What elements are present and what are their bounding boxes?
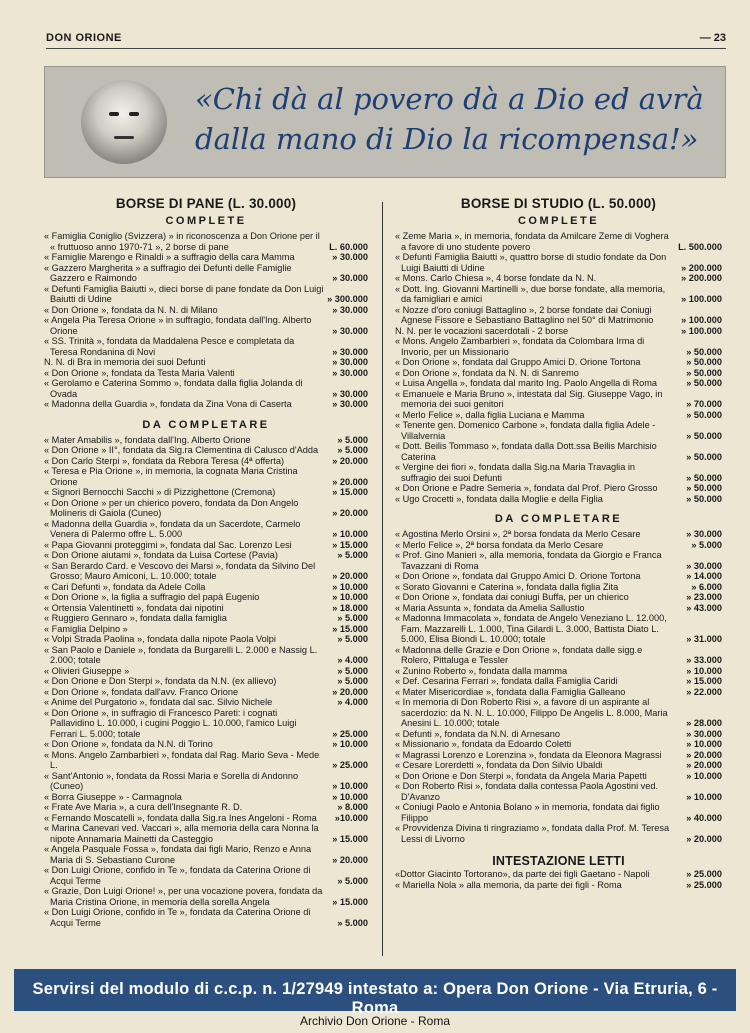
entry-text: « Cari Defunti », fondata da Adele Colla [44, 581, 206, 592]
donation-entry [395, 697, 722, 729]
entry-list [44, 231, 368, 410]
donation-entry [395, 687, 722, 698]
entry-amount: » 25.000 [686, 879, 722, 890]
donation-entry [395, 771, 722, 782]
entry-amount: » 50.000 [686, 483, 722, 493]
donation-entry [44, 466, 368, 487]
donation-entry [395, 231, 722, 252]
donation-entry [395, 802, 722, 823]
entry-text: « Don Orione », fondata da N. N. di Sanremo [395, 367, 579, 378]
entry-amount: » 50.000 [686, 346, 722, 357]
donation-entry [395, 410, 722, 421]
entry-amount: » 300.000 [327, 294, 368, 304]
entry-text: « Emanuele e Maria Bruno », intestata dal Sig. Giuseppe Vago, in memoria dei suoi genitori [395, 388, 663, 409]
donation-entry [395, 252, 722, 273]
donation-entry [44, 305, 368, 316]
donation-entry [395, 645, 722, 666]
entry-amount: » 50.000 [686, 378, 722, 388]
entry-text: « Nozze d'oro coniugi Battaglino », 2 borse fondate dai Coniugi Agnese Fissore e Sebastiano Battaglino nel 50° di Matrimonio [395, 304, 654, 325]
entry-amount: » 22.000 [686, 686, 722, 697]
entry-text: « Famiglie Marengo e Rinaldi » a suffragio della cara Mamma [44, 252, 295, 262]
entry-amount: » 20.000 [332, 508, 368, 518]
entry-amount: » 100.000 [681, 315, 722, 325]
entry-text: « Mons. Angelo Zambarbieri », fondata da Colombara Irma di Invorio, per un Missionario [395, 336, 645, 357]
donation-entry [395, 823, 722, 844]
donation-entry [44, 561, 368, 582]
entry-text: « Zeme Maria », in memoria, fondata da Amilcare Zeme di Voghera a favore di uno studente povero [395, 231, 669, 252]
entry-text: « Defunti », fondata da N.N. di Arnesano [395, 728, 560, 739]
entry-text: « Provvidenza Divina ti ringraziamo », fondata dalla Prof. M. Teresa Lessi di Livorno [395, 823, 670, 844]
entry-amount: » 30.000 [332, 325, 368, 336]
entry-text: « Madonna Immacolata », fondata de Angelo Veneziano L. 12.000, Fam. Mazzarelli L. 1.000, Tina Gilardi L. 3.000, Battista Diato L. 5.000, Elisa Biondi L. 10.000; totale [395, 613, 667, 644]
donation-entry [44, 739, 368, 750]
entry-amount: » 30.000 [332, 304, 368, 315]
donation-entry [44, 844, 368, 865]
entry-amount: » 50.000 [686, 451, 722, 462]
donation-entry [44, 445, 368, 456]
donation-entry [395, 676, 722, 687]
entry-amount: » 50.000 [686, 409, 722, 420]
entry-text: «Dottor Giacinto Tortorano», da parte dei figli Gaetano - Napoli [395, 869, 650, 879]
entry-text: « Mater Misericordiae », fondata dalla Famiglia Galleano [395, 686, 626, 697]
entry-amount: » 28.000 [686, 718, 722, 728]
entry-text: « San Paolo e Daniele », fondata da Burgarelli L. 2.000 e Nassig L. 2.000; totale [44, 644, 318, 665]
entry-text: « Don Orione e Don Sterpi », fondata da N.N. (ex allievo) [44, 676, 277, 686]
donation-entry [395, 540, 722, 551]
entry-text: « San Berardo Card. e Vescovo dei Marsi », fondata da Silvino Del Grosso; Mauro Amiconi, L. 10.000; totale [44, 560, 316, 581]
entry-amount: » 200.000 [681, 273, 722, 283]
entry-text: « Don Orione e Padre Semeria », fondata dal Prof. Piero Grosso [395, 483, 658, 493]
donation-entry [44, 540, 368, 551]
entry-amount: » 30.000 [332, 252, 368, 262]
entry-amount: » 50.000 [686, 357, 722, 367]
footer-text: Servirsi del modulo di c.c.p. n. 1/27949 intestato a: Opera Don Orione - Via Etruria, 6 - Roma [32, 980, 718, 1017]
donation-entry [44, 284, 368, 305]
donation-entry [395, 494, 722, 505]
entry-text: « Vergine dei fiori », fondata dalla Sig.na Maria Travaglia in suffragio dei suoi Defunti [395, 462, 636, 483]
entry-amount: » 5.000 [337, 445, 368, 455]
entry-text: « Don Orione » per un chierico povero, fondata da Don Angelo Molineris di Gaiola (Cuneo) [44, 497, 299, 518]
donation-entry [44, 357, 368, 368]
donation-entry [395, 739, 722, 750]
entry-text: « Madonna della Guardia », fondata da un Sacerdote, Carmelo Venera di Palermo offre L. 5.000 [44, 518, 301, 539]
donation-entry [395, 483, 722, 494]
entry-text: « Don Orione », fondata dall'avv. Franco Orione [44, 686, 239, 697]
entry-amount: » 10.000 [332, 791, 368, 802]
entry-text: « SS. Trinità », fondata da Maddalena Pesce e completata da Teresa Rondanina di Novi [44, 336, 295, 357]
entry-text: « Don Orione », fondata dal Gruppo Amici D. Orione Tortona [395, 571, 641, 581]
donation-entry [44, 823, 368, 844]
entry-text: « Volpi Strada Paolina », fondata dalla nipote Paola Volpi [44, 634, 276, 644]
entry-text: « Defunti Famiglia Baiutti », dieci borse di pane fondate da Don Luigi Baiutti di Udine [44, 283, 324, 304]
entry-amount: » 5.000 [337, 676, 368, 686]
donation-entry [44, 456, 368, 467]
donation-entry [395, 880, 722, 891]
donation-entry [395, 389, 722, 410]
entry-amount: » 15.000 [332, 539, 368, 550]
entry-amount: » 33.000 [686, 655, 722, 665]
intestazione-letti-title: INTESTAZIONE LETTI [492, 854, 625, 868]
donation-entry [44, 519, 368, 540]
entry-amount: » 50.000 [686, 493, 722, 504]
entry-amount: » 30.000 [686, 529, 722, 539]
entry-text: « Don Roberto Risi », fondata dalla contessa Paola Agostini ved. D'Avanzo [395, 781, 659, 802]
entry-amount: » 30.000 [332, 399, 368, 409]
quote-banner [44, 66, 726, 178]
donation-entry [395, 305, 722, 326]
quote-line-1: «Chi dà al povero dà a Dio ed avrà [195, 82, 704, 116]
entry-text: N. N. di Bra in memoria dei suoi Defunti [44, 357, 206, 367]
entry-text: « Marina Canevari ved. Vaccari », alla memoria della cara Nonna la nipote Annamaria Mainetti da Casteggio [44, 823, 319, 844]
entry-amount: » 14.000 [686, 571, 722, 581]
donation-entry [395, 613, 722, 645]
donation-entry [395, 750, 722, 761]
entry-amount: » 20.000 [686, 749, 722, 760]
entry-text: « Borra Giuseppe » - Carmagnola [44, 791, 182, 802]
donation-entry [44, 603, 368, 614]
donation-entry [44, 865, 368, 886]
donation-entry [395, 729, 722, 740]
entry-amount: L. 500.000 [678, 241, 722, 252]
donation-entry [44, 634, 368, 645]
column-divider [382, 202, 383, 956]
entry-amount: » 6.000 [691, 581, 722, 592]
entry-amount: » 18.000 [332, 602, 368, 613]
entry-amount: » 30.000 [332, 357, 368, 367]
quote-line-2: dalla mano di Dio la ricompensa!» [195, 122, 699, 156]
donation-entry [395, 368, 722, 379]
entry-text: « Famiglia Coniglio (Svizzera) » in riconoscenza a Don Orione per il « fruttuoso anno 1970-71 », 2 borse di pane [44, 231, 320, 252]
donation-entry [44, 771, 368, 792]
donation-entry [44, 252, 368, 263]
entry-text: « Agostina Merlo Orsini », 2ª borsa fondata da Merlo Cesare [395, 529, 641, 539]
entry-text: « Don Orione », la figlia a suffragio del papà Eugenio [44, 592, 260, 602]
entry-text: « Prof. Gino Manieri », alla memoria, fondata da Giorgio e Franca Tavazzani di Roma [395, 550, 662, 571]
donation-entry [44, 792, 368, 803]
entry-text: « Don Orione », fondata da N. N. di Milano [44, 304, 218, 315]
donation-entry [44, 435, 368, 446]
entry-text: « Gerolamo e Caterina Sommo », fondata dalla figlia Jolanda di Ovada [44, 378, 303, 399]
entry-text: « Dott. Ing. Giovanni Martinelli », due borse fondate, alla memoria, da famigliari e amici [395, 283, 666, 304]
portrait-eye-left [109, 112, 119, 116]
entry-text: « Signori Bernocchi Sacchi » di Pizzighettone (Cremona) [44, 487, 276, 497]
entry-text: « Def. Cesarina Ferrari », fondata dalla Famiglia Caridi [395, 676, 618, 686]
donation-entry [44, 498, 368, 519]
entry-amount: » 5.000 [337, 434, 368, 445]
entry-text: « Defunti Famiglia Baiutti », quattro borse di studio fondate da Don Luigi Baiutti di Udine [395, 252, 667, 273]
entry-amount: » 25.000 [686, 869, 722, 879]
entry-text: « Don Luigi Orione, confido in Te », fondata da Caterina Orione di Acqui Terme [44, 865, 311, 886]
entry-text: « Tenente gen. Domenico Carbone », fondata dalla figlia Adele - Villalvernia [395, 420, 656, 441]
entry-amount: » 15.000 [686, 676, 722, 686]
entry-list [395, 529, 722, 844]
page-header [46, 30, 726, 49]
entry-text: « Merlo Felice », dalla figlia Luciana e Mamma [395, 409, 585, 420]
donation-entry [44, 697, 368, 708]
entry-text: « Fernando Moscatelli », fondata dalla Sig.ra Ines Angeloni - Roma [44, 812, 317, 823]
entry-text: « Sant'Antonio », fondata da Rossi Maria e Sorella di Andonno (Cuneo) [44, 770, 299, 791]
donation-entry [44, 886, 368, 907]
donation-entry [44, 378, 368, 399]
entry-amount: » 10.000 [332, 529, 368, 539]
donation-entry [44, 907, 368, 928]
entry-text: « Grazie, Don Luigi Orione! », per una vocazione povera, fondata da Maria Cristina Orione, in memoria della sorella Angela [44, 886, 323, 907]
donation-entry [44, 399, 368, 410]
entry-text: N. N. per le vocazioni sacerdotali - 2 borse [395, 325, 569, 336]
entry-text: « Sorato Giovanni e Caterina », fondata dalla figlia Zita [395, 581, 619, 592]
donation-entry [395, 326, 722, 337]
donation-entry [395, 284, 722, 305]
entry-amount: » 100.000 [681, 294, 722, 304]
entry-amount: » 30.000 [686, 560, 722, 571]
donation-entry [395, 603, 722, 614]
donation-entry [44, 666, 368, 677]
donation-entry [44, 263, 368, 284]
section-heading: DA COMPLETARE [494, 513, 623, 525]
intestazione-letti-list [395, 869, 722, 890]
entry-text: « Maria Assunta », fondata da Amelia Sallustio [395, 602, 585, 613]
entry-amount: » 20.000 [332, 476, 368, 487]
entry-text: « Don Luigi Orione, confido in Te », fondata da Caterina Orione di Acqui Terme [44, 907, 311, 928]
entry-text: « Angela Pasquale Fossa », fondata dai figli Mario, Renzo e Anna Maria di S. Sebastiano Curone [44, 844, 312, 865]
donation-entry [44, 687, 368, 698]
entry-text: « Don Carlo Sterpi », fondata da Rebora Teresa (4ª offerta) [44, 455, 285, 466]
donation-entry [44, 315, 368, 336]
entry-amount: L. 60.000 [329, 241, 368, 252]
entry-amount: » 10.000 [686, 739, 722, 749]
entry-text: « Magrassi Lorenzo e Lorenzina », fondata da Eleonora Magrassi [395, 749, 662, 760]
entry-amount: » 43.000 [686, 602, 722, 613]
section-heading: DA COMPLETARE [142, 418, 270, 431]
donation-entry [44, 336, 368, 357]
entry-amount: » 50.000 [686, 367, 722, 378]
entry-amount: » 70.000 [686, 399, 722, 409]
entry-amount: » 5.000 [337, 613, 368, 623]
entry-amount: » 100.000 [681, 325, 722, 336]
borse-di-studio-column [395, 196, 722, 890]
entry-amount: » 4.000 [337, 655, 368, 665]
entry-amount: »10.000 [334, 812, 368, 823]
entry-text: « Dott. Beilis Tommaso », fondata dalla Dott.ssa Beilis Marchisio Caterina [395, 441, 657, 462]
entry-text: « Don Orione », in suffragio di Francesco Pareti: i cognati Pallavidino L. 10.000, i cugini Poggio L. 10.000, l'amico Luigi Ferrari L. 5.000; totale [44, 707, 297, 739]
entry-amount: » 10.000 [686, 665, 722, 676]
donation-entry [44, 708, 368, 740]
donation-entry [395, 336, 722, 357]
entry-text: « Don Orione » II°, fondata da Sig.ra Clementina di Calusco d'Adda [44, 445, 319, 455]
entry-text: « Olivieri Giuseppe » [44, 665, 130, 676]
entry-text: « Mater Amabilis », fondata dall'Ing. Alberto Orione [44, 434, 251, 445]
entry-text: « Mariella Nola » alla memoria, da parte dei figli - Roma [395, 879, 622, 890]
entry-amount: » 20.000 [332, 686, 368, 697]
entry-amount: » 30.000 [332, 273, 368, 283]
entry-text: « Ugo Crocetti », fondata dalla Moglie e della Figlia [395, 493, 603, 504]
entry-amount: » 30.000 [332, 388, 368, 399]
entry-amount: » 20.000 [332, 455, 368, 466]
entry-amount: » 20.000 [686, 760, 722, 770]
borse-di-pane-title: BORSE DI PANE (L. 30.000) [115, 196, 297, 211]
donation-entry [44, 802, 368, 813]
entry-amount: » 10.000 [332, 592, 368, 602]
entry-text: « Ruggiero Gennaro », fondata dalla famiglia [44, 613, 227, 623]
donation-entry [44, 624, 368, 635]
donation-entry [44, 613, 368, 624]
entry-text: « Cesare Lorerdetti », fondata da Don Silvio Ubaldi [395, 760, 603, 770]
entry-amount: » 50.000 [686, 430, 722, 441]
donation-entry [395, 582, 722, 593]
entry-amount: » 10.000 [332, 581, 368, 592]
entry-amount: » 25.000 [332, 760, 368, 770]
donation-entry [44, 231, 368, 252]
magazine-name: DON ORIONE [46, 32, 122, 44]
entry-text: « Don Orione e Don Sterpi », fondata da Angela Maria Papetti [395, 770, 647, 781]
entry-amount: » 30.000 [332, 367, 368, 378]
entry-text: « Madonna delle Grazie e Don Orione », fondata dalle sigg.e Rolero, Pittaluga e Tessler [395, 644, 643, 665]
borse-di-studio-sections [395, 214, 722, 844]
portrait-eye-right [129, 112, 139, 116]
donation-entry [395, 571, 722, 582]
entry-amount: » 20.000 [686, 833, 722, 844]
entry-amount: » 40.000 [686, 812, 722, 823]
entry-amount: » 50.000 [686, 472, 722, 483]
entry-text: « Mons. Carlo Chiesa », 4 borse fondate da N. N. [395, 273, 597, 283]
entry-amount: » 15.000 [332, 833, 368, 844]
section-heading: COMPLETE [517, 215, 600, 227]
donation-entry [395, 529, 722, 540]
donation-entry [44, 550, 368, 561]
entry-amount: » 20.000 [332, 571, 368, 581]
entry-amount: » 5.000 [337, 634, 368, 644]
entry-amount: » 20.000 [332, 854, 368, 865]
donation-entry [395, 420, 722, 441]
entry-amount: » 200.000 [681, 262, 722, 273]
borse-di-studio-title: BORSE DI STUDIO (L. 50.000) [460, 196, 657, 211]
entry-text: « Don Orione », fondata da N.N. di Torino [44, 739, 213, 749]
archive-label: Archivio Don Orione - Roma [299, 1014, 451, 1028]
entry-amount: » 30.000 [332, 346, 368, 357]
entry-amount: » 10.000 [332, 781, 368, 791]
entry-amount: » 10.000 [332, 739, 368, 749]
entry-amount: » 4.000 [337, 697, 368, 707]
entry-amount: » 15.000 [332, 896, 368, 907]
donation-entry [395, 666, 722, 677]
entry-amount: » 23.000 [686, 592, 722, 602]
donation-entry [395, 378, 722, 389]
entry-amount: » 31.000 [686, 634, 722, 644]
entry-text: « Madonna della Guardia », fondata da Zina Vona di Caserta [44, 399, 292, 409]
entry-amount: » 5.000 [337, 875, 368, 886]
entry-text: « Ortensia Valentinetti », fondata dai nipotini [44, 602, 224, 613]
donation-entry [44, 487, 368, 498]
donation-entry [395, 462, 722, 483]
entry-text: « In memoria di Don Roberto Risi », a favore di un aspirante al sacerdozio: da N. N. L. 10.000, Filippo De Angelis L. 8.000, Maria Anesini L. 10.000; totale [395, 697, 668, 728]
entry-amount: » 5.000 [337, 917, 368, 928]
entry-text: « Don Orione », fondata da Testa Maria Valenti [44, 367, 235, 378]
entry-list [395, 231, 722, 504]
entry-amount: » 5.000 [337, 665, 368, 676]
entry-text: « Gazzero Margherita » a suffragio dei Defunti delle Famiglie Gazzero e Raimondo [44, 262, 292, 283]
priest-portrait [81, 80, 167, 164]
donation-entry [395, 760, 722, 771]
entry-amount: » 30.000 [686, 728, 722, 739]
donation-entry [395, 550, 722, 571]
entry-amount: » 10.000 [686, 791, 722, 802]
entry-amount: » 10.000 [686, 770, 722, 781]
entry-text: « Coniugi Paolo e Antonia Bolano » in memoria, fondata dai figlio Filippo [395, 802, 660, 823]
entry-text: « Mons. Angelo Zambarbieri », fondata dal Rag. Mario Seva - Mede L. [44, 749, 320, 770]
donation-entry [44, 645, 368, 666]
entry-amount: » 25.000 [332, 728, 368, 739]
donation-entry [44, 676, 368, 687]
borse-di-pane-column [44, 196, 368, 928]
donation-entry [395, 441, 722, 462]
portrait-mouth [114, 136, 134, 139]
entry-text: « Don Orione », fondata dai coniugi Buffa, per un chierico [395, 592, 629, 602]
donation-entry [44, 368, 368, 379]
donation-entry [395, 357, 722, 368]
borse-di-pane-sections [44, 214, 368, 928]
entry-text: « Famiglia Delpino » [44, 623, 128, 634]
donation-entry [44, 750, 368, 771]
entry-text: « Zunino Roberto », fondata dalla mamma [395, 665, 568, 676]
entry-text: « Angela Pia Teresa Orione » in suffragio, fondata dall'Ing. Alberto Orione [44, 315, 312, 336]
quote-text [195, 79, 715, 159]
entry-text: « Merlo Felice », 2ª borsa fondata da Merlo Cesare [395, 539, 604, 550]
entry-text: « Anime del Purgatorio », fondata dal sac. Silvio Nichele [44, 697, 273, 707]
entry-amount: » 15.000 [332, 487, 368, 497]
entry-text: « Luisa Angella », fondata dal marito Ing. Paolo Angella di Roma [395, 378, 658, 388]
donation-entry [44, 582, 368, 593]
entry-amount: » 5.000 [691, 539, 722, 550]
page-number: — 23 [699, 32, 726, 44]
donation-entry [395, 592, 722, 603]
donation-entry [44, 813, 368, 824]
entry-text: « Teresa e Pia Orione », in memoria, la cognata Maria Cristina Orione [44, 466, 298, 487]
donation-entry [44, 592, 368, 603]
entry-amount: » 15.000 [332, 623, 368, 634]
entry-text: « Missionario », fondata da Edoardo Coletti [395, 739, 572, 749]
payment-footer [14, 969, 736, 1017]
section-heading: COMPLETE [165, 215, 247, 227]
entry-text: « Don Orione », fondata dal Gruppo Amici D. Orione Tortona [395, 357, 641, 367]
entry-amount: » 5.000 [337, 550, 368, 560]
donation-entry [395, 273, 722, 284]
donation-entry [395, 781, 722, 802]
donation-entry [395, 869, 722, 880]
entry-text: « Don Orione aiutami », fondata da Luisa Cortese (Pavia) [44, 550, 278, 560]
entry-list [44, 435, 368, 929]
entry-text: « Papa Giovanni proteggimi », fondata dal Sac. Lorenzo Lesi [44, 539, 292, 550]
entry-text: « Frate Ave Maria », a cura dell'Insegnante R. D. [44, 802, 243, 812]
entry-amount: » 8.000 [337, 802, 368, 812]
